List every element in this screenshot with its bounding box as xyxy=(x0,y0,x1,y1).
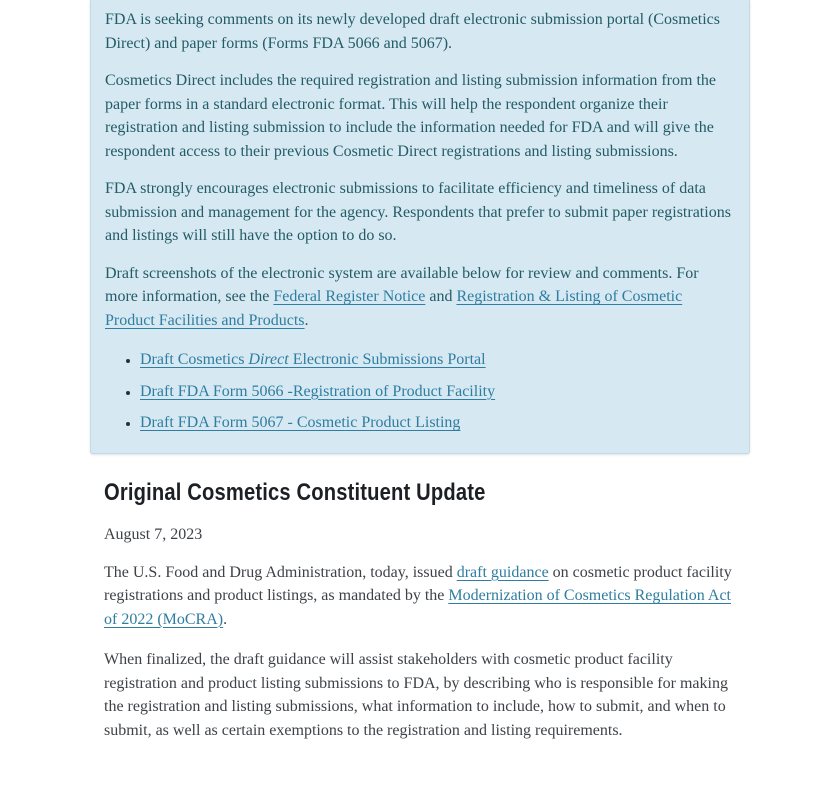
list-item xyxy=(140,380,735,404)
text-segment: . xyxy=(223,610,228,628)
callout-paragraph xyxy=(105,69,735,163)
text-segment: FDA strongly encourages electronic submissions to facilitate efficiency and timeliness of data submission and management for the agency. Respondents that prefer to submit paper registrations and listings will still have the option to do so. xyxy=(105,180,731,244)
draft-guidance-link[interactable]: draft guidance xyxy=(456,563,549,581)
text-segment: Draft Cosmetics xyxy=(140,351,249,368)
text-segment: Draft screenshots of the electronic system are available below for review and comments. For more information, see the xyxy=(105,264,699,305)
text-segment: Direct xyxy=(248,351,289,368)
section-heading: Original Cosmetics Constituent Update xyxy=(104,478,486,506)
text-segment: FDA is seeking comments on its newly developed draft electronic submission portal (Cosmetics Direct) and paper forms (Forms FDA 5066 and 5067). xyxy=(105,11,721,52)
callout-paragraph xyxy=(105,262,735,333)
mocra-link[interactable]: Modernization of Cosmetics Regulation Act of 2022 (MoCRA) xyxy=(104,587,731,628)
text-segment: on cosmetic product facility registrations and product listings, as mandated by the xyxy=(104,563,732,604)
article-date: August 7, 2023 xyxy=(104,525,203,543)
fda-form-5067-link[interactable] xyxy=(140,414,460,431)
text-segment: Draft FDA Form 5067 - Cosmetic Product Listing xyxy=(140,414,461,431)
federal-register-notice-link[interactable]: Federal Register Notice xyxy=(273,288,426,305)
text-segment: The U.S. Food and Drug Administration, today, issued xyxy=(104,563,457,581)
fda-form-5066-link[interactable] xyxy=(140,383,495,400)
cosmetics-direct-portal-link[interactable] xyxy=(140,351,486,368)
text-segment: Draft FDA Form 5066 -Registration of Product Facility xyxy=(140,382,496,400)
article-paragraph xyxy=(104,648,736,742)
text-segment: . xyxy=(304,311,309,329)
callout-link-list xyxy=(105,346,735,435)
page-content xyxy=(90,0,750,742)
list-item xyxy=(140,411,735,435)
callout-paragraph xyxy=(105,177,735,248)
text-segment: Electronic Submissions Portal xyxy=(288,351,486,368)
text-segment: Cosmetics Direct includes the required registration and listing submission information from the paper forms in a standard electronic format. This will help the respondent organize their registration and listing submission to include the information needed for FDA and will give the respondent access to their previous Cosmetic Direct registrations and listing submissions. xyxy=(105,72,716,160)
list-item xyxy=(140,348,735,372)
article-paragraph xyxy=(104,561,736,632)
callout-box xyxy=(90,0,750,454)
text-segment: When finalized, the draft guidance will assist stakeholders with cosmetic product facility registration and product listing submissions to FDA, by describing who is responsible for making the registration and listing submissions, what information to include, how to submit, and when to submit, as well as certain exemptions to the registration and listing requirements. xyxy=(104,651,728,739)
callout-paragraph xyxy=(105,8,735,55)
registration-listing-link[interactable]: Registration & Listing of Cosmetic Product Facilities and Products xyxy=(105,288,683,329)
text-segment: and xyxy=(425,288,457,305)
